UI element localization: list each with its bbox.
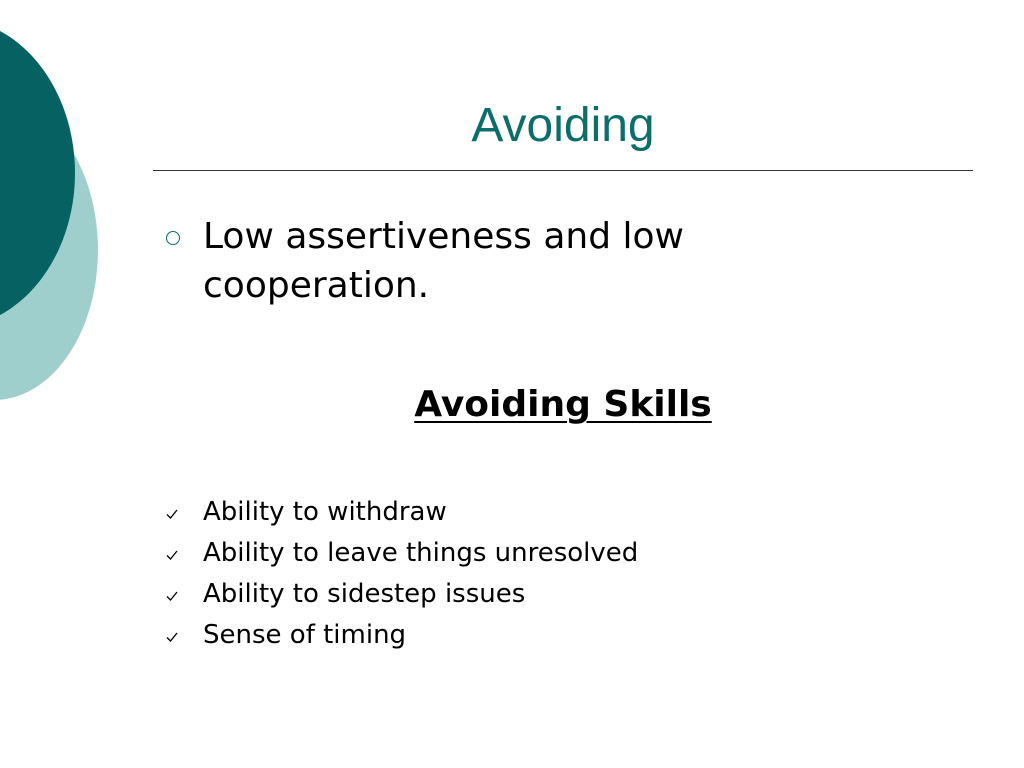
checkmark-icon	[165, 548, 179, 562]
checkmark-icon	[165, 630, 179, 644]
list-item	[153, 576, 953, 617]
skills-list	[153, 494, 953, 658]
skill-text: Ability to withdraw	[203, 497, 447, 527]
skill-text: Ability to leave things unresolved	[203, 538, 639, 568]
list-item	[153, 617, 953, 658]
list-item	[153, 535, 953, 576]
checkmark-icon	[165, 589, 179, 603]
checkmark-icon	[165, 507, 179, 521]
slide-title: Avoiding	[471, 99, 655, 152]
section-subheading: Avoiding Skills	[414, 384, 712, 425]
skill-text: Sense of timing	[203, 620, 407, 650]
title-divider	[153, 170, 973, 171]
main-bullet-text: Low assertiveness and low cooperation.	[203, 216, 684, 306]
list-item	[153, 494, 953, 535]
skill-text: Ability to sidestep issues	[203, 579, 526, 609]
hollow-circle-icon	[166, 231, 180, 245]
